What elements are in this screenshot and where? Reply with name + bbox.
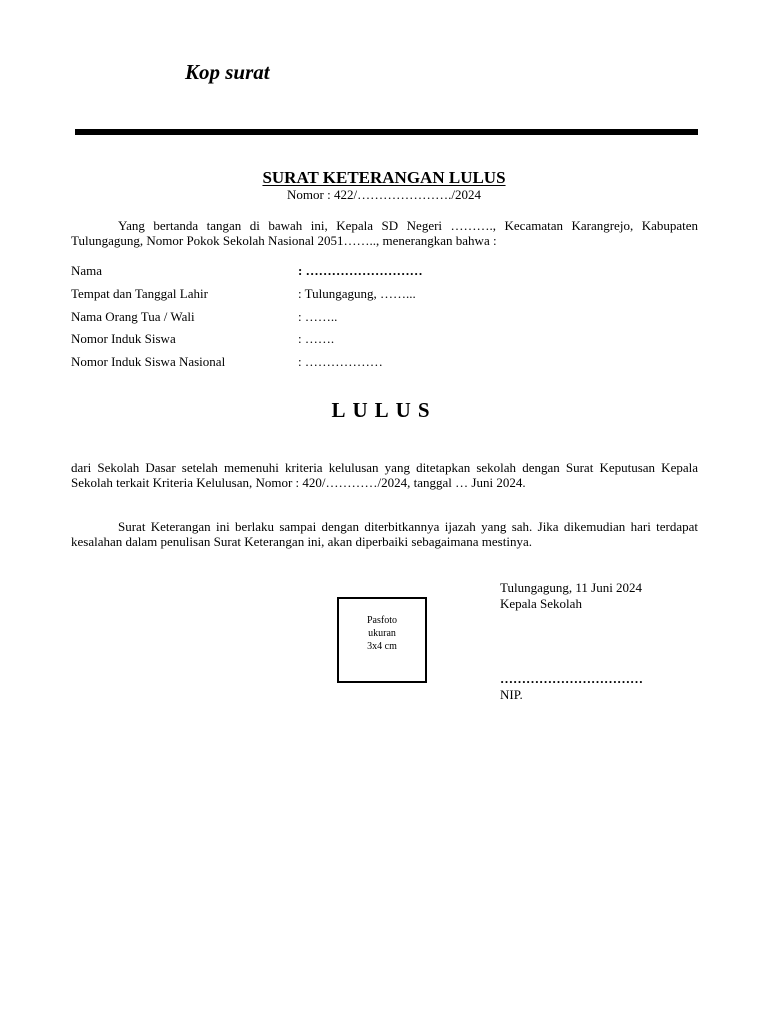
signature-nip: NIP. — [500, 687, 523, 702]
document-title — [0, 168, 768, 188]
validity-paragraph: Surat Keterangan ini berlaku sampai dengan diterbitkannya ijazah yang sah. Jika dikemudian hari terdapat kesalahan dalam penulisan Surat Keterangan ini, akan diperbaiki sebagaimana mestinya. — [71, 519, 698, 549]
result-heading: LULUS — [331, 398, 437, 422]
field-label: Nomor Induk Siswa Nasional — [71, 354, 226, 369]
field-label: Tempat dan Tanggal Lahir — [71, 286, 208, 301]
field-nama — [71, 263, 671, 279]
intro-paragraph: Yang bertanda tangan di bawah ini, Kepala SD Negeri ………., Kecamatan Karangrejo, Kabupaten Tulungagung, Nomor Pokok Sekolah Nasional 2051…….., menerangkan bahwa : — [71, 218, 698, 248]
photo-box — [337, 597, 427, 683]
letterhead-divider — [75, 129, 698, 135]
letterhead-placeholder: Kop surat — [185, 60, 270, 84]
field-value: : ……. — [298, 331, 335, 346]
field-label: Nomor Induk Siswa — [71, 331, 176, 346]
field-value: : ……………… — [298, 354, 383, 369]
signature-name-line: …………………………… — [500, 671, 643, 686]
document-number: Nomor : 422/…………………./2024 — [287, 187, 481, 202]
field-label: Nama — [71, 263, 103, 278]
field-parent — [71, 309, 671, 325]
photo-box-line: Pasfoto — [367, 615, 397, 626]
field-value: : …….. — [298, 309, 338, 324]
photo-box-line: ukuran — [368, 628, 396, 639]
field-value: : Tulungagung, ……... — [298, 286, 416, 301]
signature-role: Kepala Sekolah — [500, 596, 582, 611]
result-paragraph: dari Sekolah Dasar setelah memenuhi kriteria kelulusan yang ditetapkan sekolah dengan Surat Keputusan Kepala Sekolah terkait Kriteria Kelulusan, Nomor : 420/…………/2024, tanggal … Juni 2024. — [71, 460, 698, 490]
field-label: Nama Orang Tua / Wali — [71, 309, 195, 324]
field-value: : ……………………… — [298, 263, 423, 278]
field-birth — [71, 286, 671, 302]
document-title-text: SURAT KETERANGAN LULUS — [262, 168, 506, 187]
signature-place-date: Tulungagung, 11 Juni 2024 — [500, 580, 643, 595]
photo-box-line: 3x4 cm — [367, 641, 397, 652]
field-nis — [71, 331, 671, 347]
field-nisn — [71, 354, 671, 370]
